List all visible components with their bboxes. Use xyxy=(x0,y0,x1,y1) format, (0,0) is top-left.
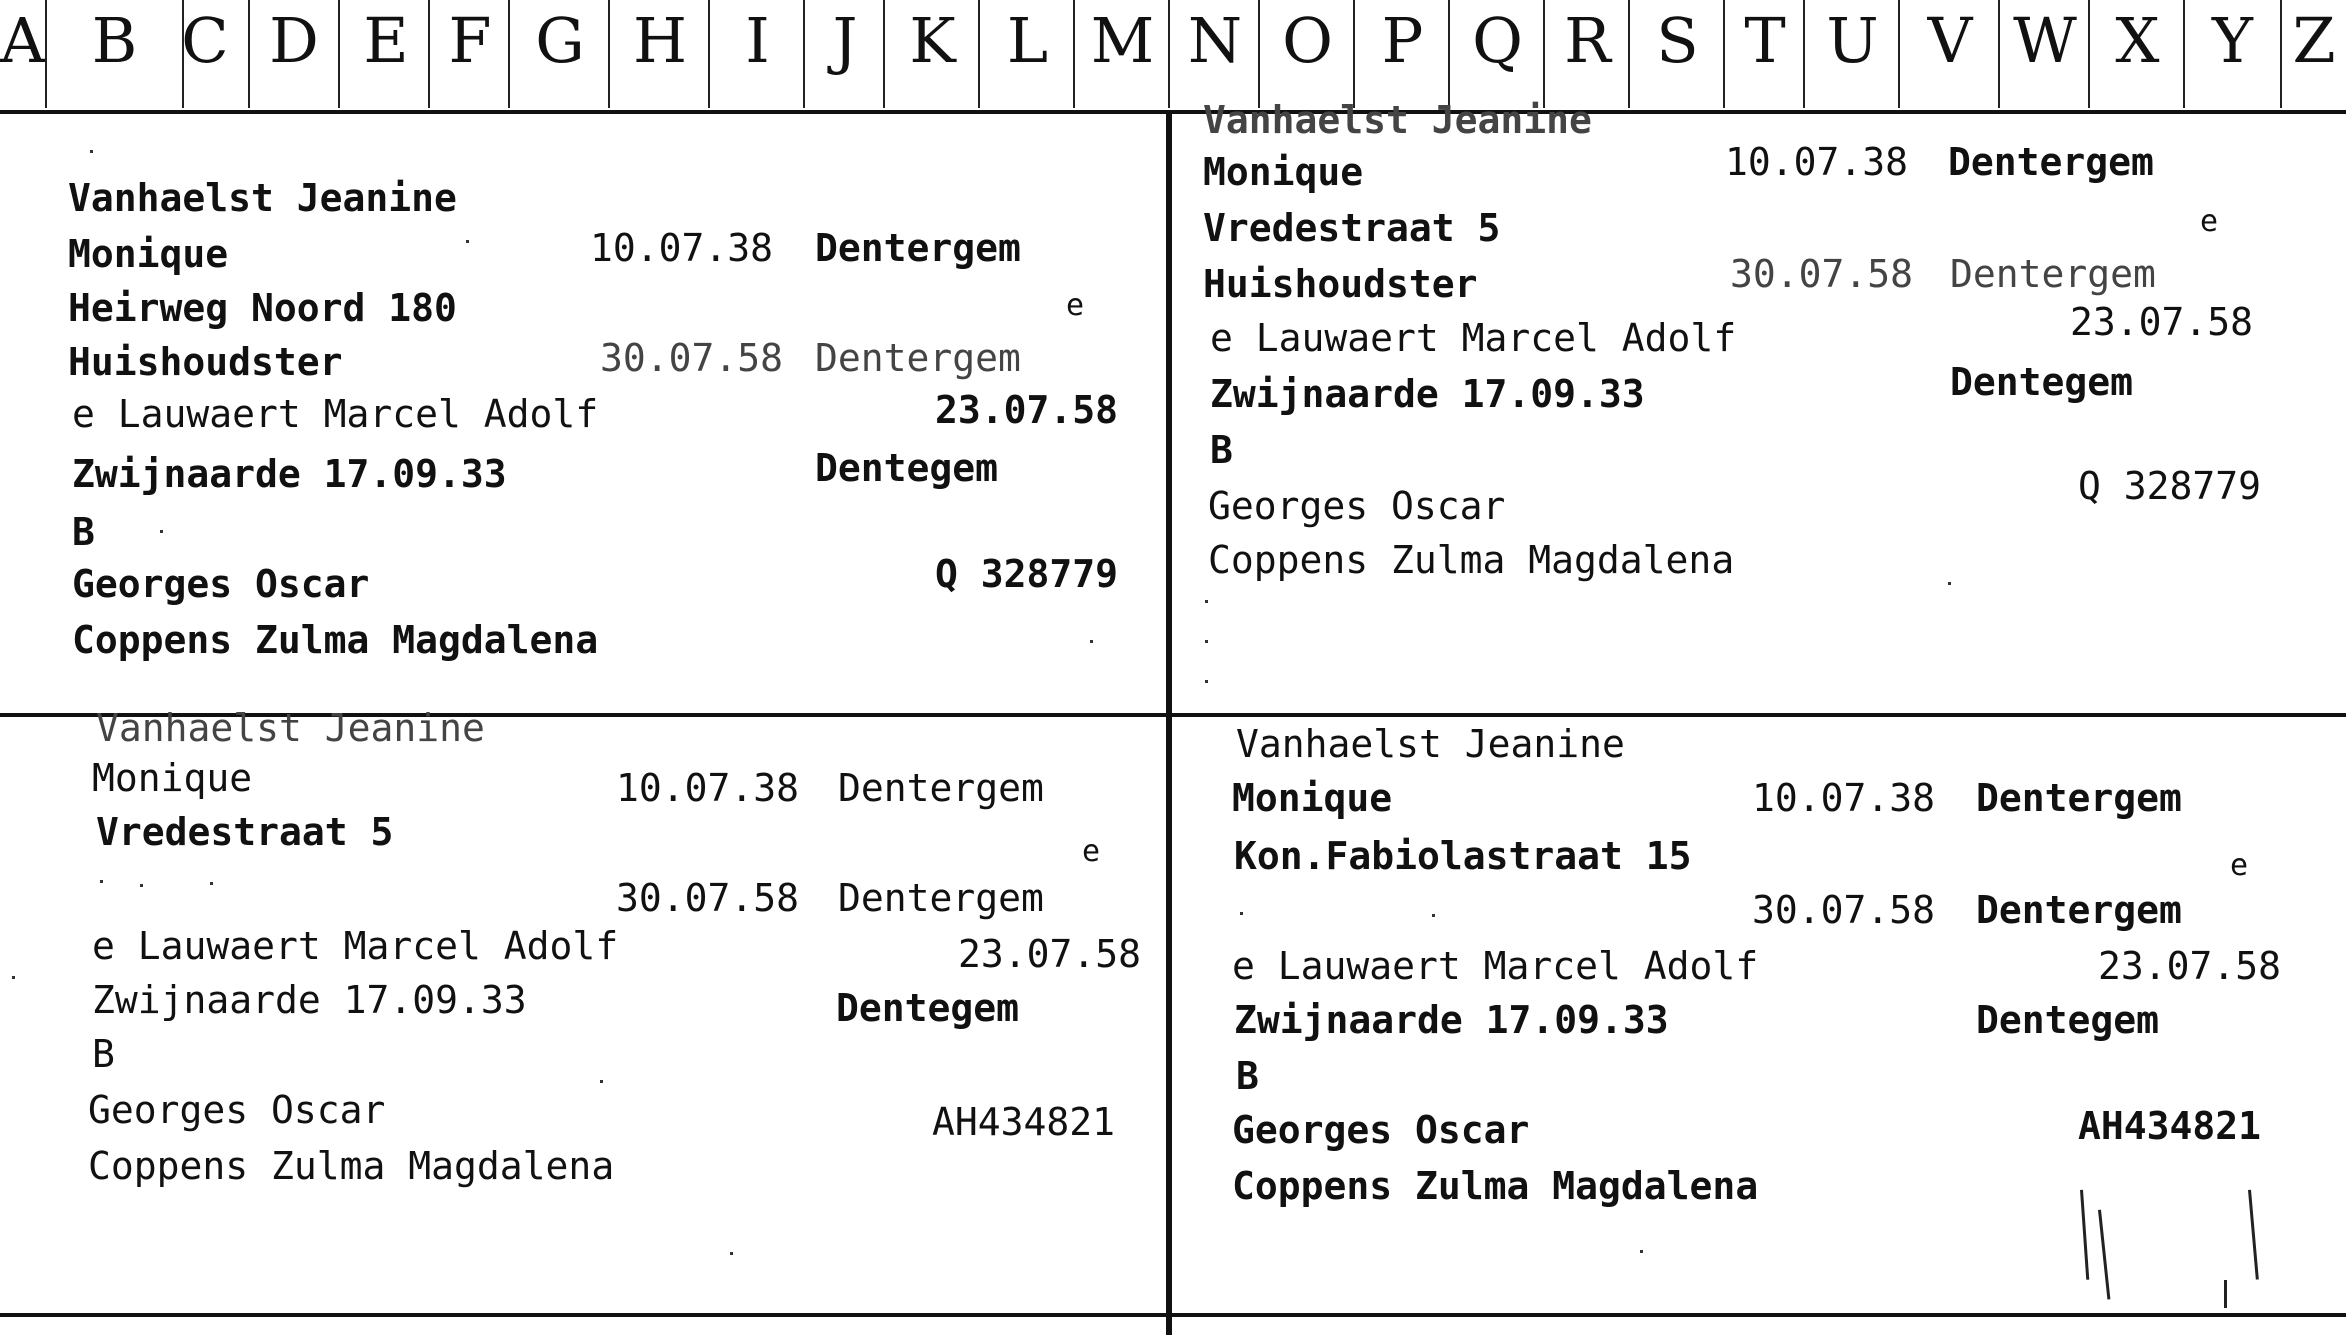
letter-u: U xyxy=(1826,4,1879,77)
card-occupation: Huishoudster xyxy=(68,340,343,384)
card-marriage-date: 30.07.58 xyxy=(1730,252,1914,296)
card-marriage-place: Dentergem xyxy=(1950,252,2156,296)
letter-t: T xyxy=(1744,4,1786,77)
paper-speck xyxy=(600,1080,603,1083)
card-spouse-place: Dentegem xyxy=(836,986,1020,1030)
letter-z: Z xyxy=(2292,4,2336,77)
card-first-names: Monique xyxy=(1232,776,1393,820)
card-mark: e xyxy=(1066,288,1085,323)
card-spouse-birth: Zwijnaarde 17.09.33 xyxy=(1234,998,1669,1042)
letter-p: P xyxy=(1381,4,1424,77)
card-marriage-date: 30.07.58 xyxy=(600,336,784,380)
letter-r: R xyxy=(1564,4,1611,77)
card-birth-place: Dentergem xyxy=(1976,776,2182,820)
card-spouse-place: Dentegem xyxy=(815,446,999,490)
card-mark: e xyxy=(2230,848,2249,883)
letter-v: V xyxy=(1927,4,1973,77)
paper-speck xyxy=(1640,1250,1643,1253)
paper-speck xyxy=(1432,914,1435,917)
pen-stroke xyxy=(2080,1190,2089,1280)
letter-f: F xyxy=(448,4,492,77)
card-father: Georges Oscar xyxy=(88,1088,386,1132)
card-marriage-place: Dentergem xyxy=(838,876,1044,920)
card-spouse: e Lauwaert Marcel Adolf xyxy=(1232,944,1759,988)
card-first-names: Monique xyxy=(1203,150,1364,194)
letter-q: Q xyxy=(1472,4,1523,77)
card-id-number: AH434821 xyxy=(932,1100,1116,1144)
card-id-number: Q 328779 xyxy=(935,552,1119,596)
letter-c: C xyxy=(181,4,229,77)
card-birth-date: 10.07.38 xyxy=(590,226,774,270)
paper-speck xyxy=(1205,680,1208,683)
letter-w: W xyxy=(2013,4,2077,77)
card-mother: Coppens Zulma Magdalena xyxy=(1208,538,1735,582)
paper-speck xyxy=(140,884,143,887)
card-marriage-date: 30.07.58 xyxy=(1752,888,1936,932)
card-father: Georges Oscar xyxy=(1232,1108,1530,1152)
card-nationality: B xyxy=(92,1032,115,1076)
card-father: Georges Oscar xyxy=(1208,484,1506,528)
card-mother: Coppens Zulma Magdalena xyxy=(72,618,599,662)
letter-l: L xyxy=(1006,4,1049,77)
letter-j: J xyxy=(832,4,858,77)
alphabet-header xyxy=(0,0,2346,112)
paper-speck xyxy=(12,976,15,979)
letter-y: Y xyxy=(2212,4,2253,77)
card-birth-date: 10.07.38 xyxy=(616,766,800,810)
center-divider xyxy=(1166,112,1172,1335)
card-father: Georges Oscar xyxy=(72,562,370,606)
letter-e: E xyxy=(363,4,409,77)
card-nationality: B xyxy=(72,510,95,554)
card-spouse-place: Dentegem xyxy=(1950,360,2134,404)
letter-k: K xyxy=(909,4,956,77)
paper-speck xyxy=(1240,912,1243,915)
pen-stroke xyxy=(2248,1190,2259,1280)
card-marriage-date: 30.07.58 xyxy=(616,876,800,920)
card-spouse-birth: Zwijnaarde 17.09.33 xyxy=(72,452,507,496)
letter-s: S xyxy=(1656,4,1699,77)
letter-g: G xyxy=(535,4,585,77)
paper-speck xyxy=(466,240,469,243)
letter-i: I xyxy=(745,4,770,77)
letter-h: H xyxy=(632,4,688,77)
card-spouse-place: Dentegem xyxy=(1976,998,2160,1042)
paper-speck xyxy=(1205,600,1208,603)
card-marriage-place: Dentergem xyxy=(1976,888,2182,932)
card-birth-date: 10.07.38 xyxy=(1725,140,1909,184)
card-spouse: e Lauwaert Marcel Adolf xyxy=(1210,316,1737,360)
card-occupation: Huishoudster xyxy=(1203,262,1478,306)
card-name: Vanhaelst Jeanine xyxy=(1236,722,1625,766)
card-address: Kon.Fabiolastraat 15 xyxy=(1234,834,1692,878)
card-birth-place: Dentergem xyxy=(838,766,1044,810)
letter-b: B xyxy=(91,4,138,77)
card-spouse-date: 23.07.58 xyxy=(935,388,1119,432)
pen-stroke xyxy=(2224,1280,2227,1308)
letter-d: D xyxy=(269,4,319,77)
card-mother: Coppens Zulma Magdalena xyxy=(1232,1164,1759,1208)
paper-speck xyxy=(100,880,103,883)
card-address: Heirweg Noord 180 xyxy=(68,286,457,330)
paper-speck xyxy=(210,882,213,885)
card-mark: e xyxy=(2200,204,2219,239)
card-address: Vredestraat 5 xyxy=(1203,206,1501,250)
card-spouse-date: 23.07.58 xyxy=(2098,944,2282,988)
paper-speck xyxy=(160,530,163,533)
card-name: Vanhaelst Jeanine xyxy=(96,706,485,750)
header-rule xyxy=(0,110,2346,114)
letter-o: O xyxy=(1282,4,1333,77)
pen-stroke xyxy=(2098,1210,2110,1300)
letter-a: A xyxy=(0,4,45,77)
letter-m: M xyxy=(1090,4,1155,77)
card-mother: Coppens Zulma Magdalena xyxy=(88,1144,615,1188)
card-birth-place: Dentergem xyxy=(815,226,1021,270)
card-id-number: Q 328779 xyxy=(2078,464,2262,508)
letter-x: X xyxy=(2115,4,2160,77)
card-first-names: Monique xyxy=(92,756,253,800)
card-spouse-date: 23.07.58 xyxy=(2070,300,2254,344)
card-spouse-birth: Zwijnaarde 17.09.33 xyxy=(92,978,527,1022)
card-nationality: B xyxy=(1236,1054,1259,1098)
card-birth-date: 10.07.38 xyxy=(1752,776,1936,820)
paper-speck xyxy=(730,1252,733,1255)
paper-speck xyxy=(1205,640,1208,643)
card-name: Vanhaelst Jeanine xyxy=(68,176,457,220)
paper-speck xyxy=(1090,640,1093,643)
paper-speck xyxy=(90,150,93,153)
card-spouse-date: 23.07.58 xyxy=(958,932,1142,976)
card-marriage-place: Dentergem xyxy=(815,336,1021,380)
card-nationality: B xyxy=(1210,428,1233,472)
card-birth-place: Dentergem xyxy=(1948,140,2154,184)
card-spouse: e Lauwaert Marcel Adolf xyxy=(92,924,619,968)
card-id-number: AH434821 xyxy=(2078,1104,2262,1148)
card-mark: e xyxy=(1082,834,1101,869)
paper-speck xyxy=(1948,582,1951,585)
card-first-names: Monique xyxy=(68,232,229,276)
letter-n: N xyxy=(1187,4,1243,77)
card-spouse: e Lauwaert Marcel Adolf xyxy=(72,392,599,436)
card-address: Vredestraat 5 xyxy=(96,810,394,854)
card-name: Vanhaelst Jeanine xyxy=(1203,98,1592,142)
bottom-rule xyxy=(0,1313,2346,1317)
card-spouse-birth: Zwijnaarde 17.09.33 xyxy=(1210,372,1645,416)
